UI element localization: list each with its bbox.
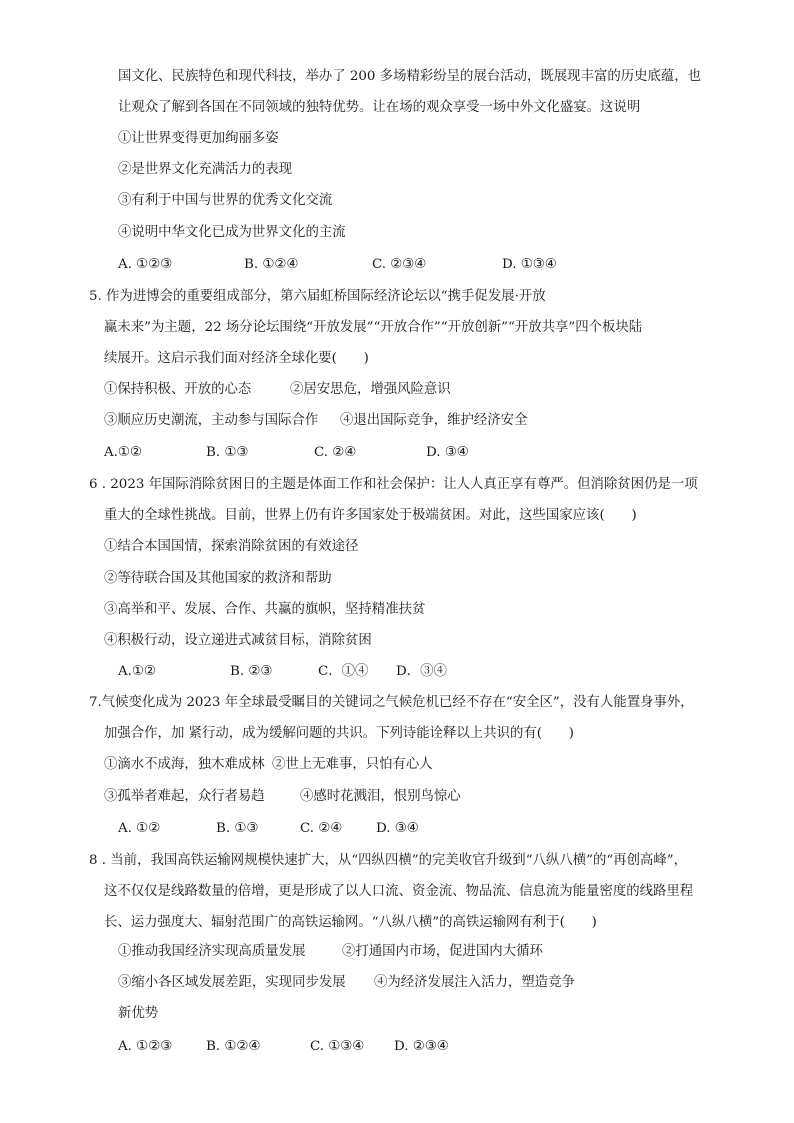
q8-items-row-1	[118, 943, 543, 961]
q4-option-a[interactable]: A. ①②③	[118, 257, 173, 272]
q5-option-d[interactable]: D. ③④	[426, 445, 469, 460]
q8-stem-line-3: 长、运力强度大、辐射范围广的高铁运输网。“八纵八横”的高铁运输网有利于( )	[104, 915, 597, 930]
q7-option-b[interactable]: B. ①③	[216, 821, 259, 836]
q5-item-3: ③顺应历史潮流，主动参与国际合作	[104, 413, 319, 428]
q4-option-c[interactable]: C. ②③④	[372, 257, 427, 272]
q5-items-row-1	[104, 381, 451, 399]
q6-option-d[interactable]: D．③④	[396, 664, 447, 679]
q6-option-b[interactable]: B. ②③	[230, 664, 273, 679]
q8-item-4: ④为经济发展注入活力，塑造竞争	[374, 975, 575, 990]
q7-item-2: ②世上无难事，只怕有心人	[272, 757, 433, 772]
q8-items-row-2	[118, 974, 575, 992]
q7-option-a[interactable]: A. ①②	[118, 821, 161, 836]
q4-item-3: ③有利于中国与世界的优秀文化交流	[118, 193, 333, 208]
q8-option-b[interactable]: B. ①②④	[206, 1039, 261, 1054]
q5-stem-line-1: 5. 作为进博会的重要组成部分，第六届虹桥国际经济论坛以“携手促发展·开放	[89, 289, 546, 304]
q5-item-4: ④退出国际竞争，维护经济安全	[340, 413, 528, 428]
q6-item-1: ①结合本国国情，探索消除贫困的有效途径	[104, 539, 359, 554]
q5-option-c[interactable]: C. ②④	[314, 445, 357, 460]
q8-item-4-continued: 新优势	[118, 1006, 159, 1021]
q8-item-3: ③缩小各区域发展差距，实现同步发展	[118, 975, 346, 990]
q8-options	[118, 1038, 449, 1056]
q7-items-row-2	[104, 788, 461, 806]
q8-stem-line-1: 8 . 当前，我国高铁运输网规模快速扩大，从“四纵四横”的完美收官升级到“八纵八横”的“再创高峰”，	[89, 853, 687, 868]
q5-stem-line-2: 赢未来”为主题，22 场分论坛围绕“开放发展”“开放合作”“开放创新”“开放共享”四个板块陆	[104, 320, 643, 335]
q7-item-3: ③孤举者难起，众行者易趋	[104, 789, 265, 804]
q4-item-4: ④说明中华文化已成为世界文化的主流	[118, 225, 346, 240]
q8-item-2: ②打通国内市场，促进国内大循环	[342, 944, 543, 959]
q4-item-1: ①让世界变得更加绚丽多姿	[118, 131, 279, 146]
q6-item-4: ④积极行动，设立递进式减贫目标，消除贫困	[104, 633, 372, 648]
q4-item-2: ②是世界文化充满活力的表现	[118, 162, 293, 177]
q7-option-d[interactable]: D. ③④	[376, 821, 419, 836]
q4-options	[118, 256, 557, 274]
q5-item-2: ②居安思危，增强风险意识	[290, 382, 451, 397]
q6-options	[118, 663, 447, 681]
q8-option-c[interactable]: C. ①③④	[310, 1039, 365, 1054]
q6-item-3: ③高举和平、发展、合作、共赢的旗帜，坚持精准扶贫	[104, 602, 426, 617]
q8-option-d[interactable]: D. ②③④	[394, 1039, 449, 1054]
q6-item-2: ②等待联合国及其他国家的救济和帮助	[104, 571, 332, 586]
q6-stem-line-2: 重大的全球性挑战。目前，世界上仍有许多国家处于极端贫困。对此，这些国家应该( )	[104, 508, 637, 523]
q8-option-a[interactable]: A. ①②③	[118, 1039, 173, 1054]
q6-stem-line-1: 6 . 2023 年国际消除贫困日的主题是体面工作和社会保护：让人人真正享有尊严。但消除贫困仍是一项	[89, 477, 698, 492]
q5-options	[104, 444, 469, 462]
q4-stem-line-1: 国文化、民族特色和现代科技，举办了 200 多场精彩纷呈的展台活动，既展现丰富的历史底蕴，也	[118, 69, 702, 84]
q5-item-1: ①保持积极、开放的心态	[104, 382, 252, 397]
q6-option-c[interactable]: C．①④	[318, 664, 369, 679]
q5-stem-line-3: 续展开。这启示我们面对经济全球化要( )	[104, 351, 369, 366]
q6-option-a[interactable]: A.①②	[118, 664, 156, 679]
q7-items-row-1	[104, 756, 433, 774]
q8-stem-line-2: 这不仅仅是线路数量的倍增，更是形成了以人口流、资金流、物品流、信息流为能量密度的线路里程	[104, 884, 694, 899]
q7-item-4: ④感时花溅泪，恨别鸟惊心	[300, 789, 461, 804]
q7-option-c[interactable]: C. ②④	[300, 821, 343, 836]
q7-stem-line-1: 7.气候变化成为 2023 年全球最受瞩目的关键词之气候危机已经不存在“安全区”，没有人能置身事外，	[89, 695, 694, 710]
q7-options	[118, 820, 419, 838]
q5-items-row-2	[104, 412, 527, 430]
q5-option-b[interactable]: B. ①③	[206, 445, 249, 460]
q4-option-b[interactable]: B. ①②④	[244, 257, 299, 272]
q7-stem-line-2: 加强合作，加 紧行动，成为缓解问题的共识。下列诗能诠释以上共识的有( )	[104, 726, 574, 741]
q7-item-1: ①滴水不成海，独木难成林	[104, 757, 265, 772]
q8-item-1: ①推动我国经济实现高质量发展	[118, 944, 306, 959]
q4-option-d[interactable]: D. ①③④	[502, 257, 557, 272]
q5-option-a[interactable]: A.①②	[104, 445, 142, 460]
q4-stem-line-2: 让观众了解到各国在不同领域的独特优势。让在场的观众享受一场中外文化盛宴。这说明	[118, 100, 641, 115]
